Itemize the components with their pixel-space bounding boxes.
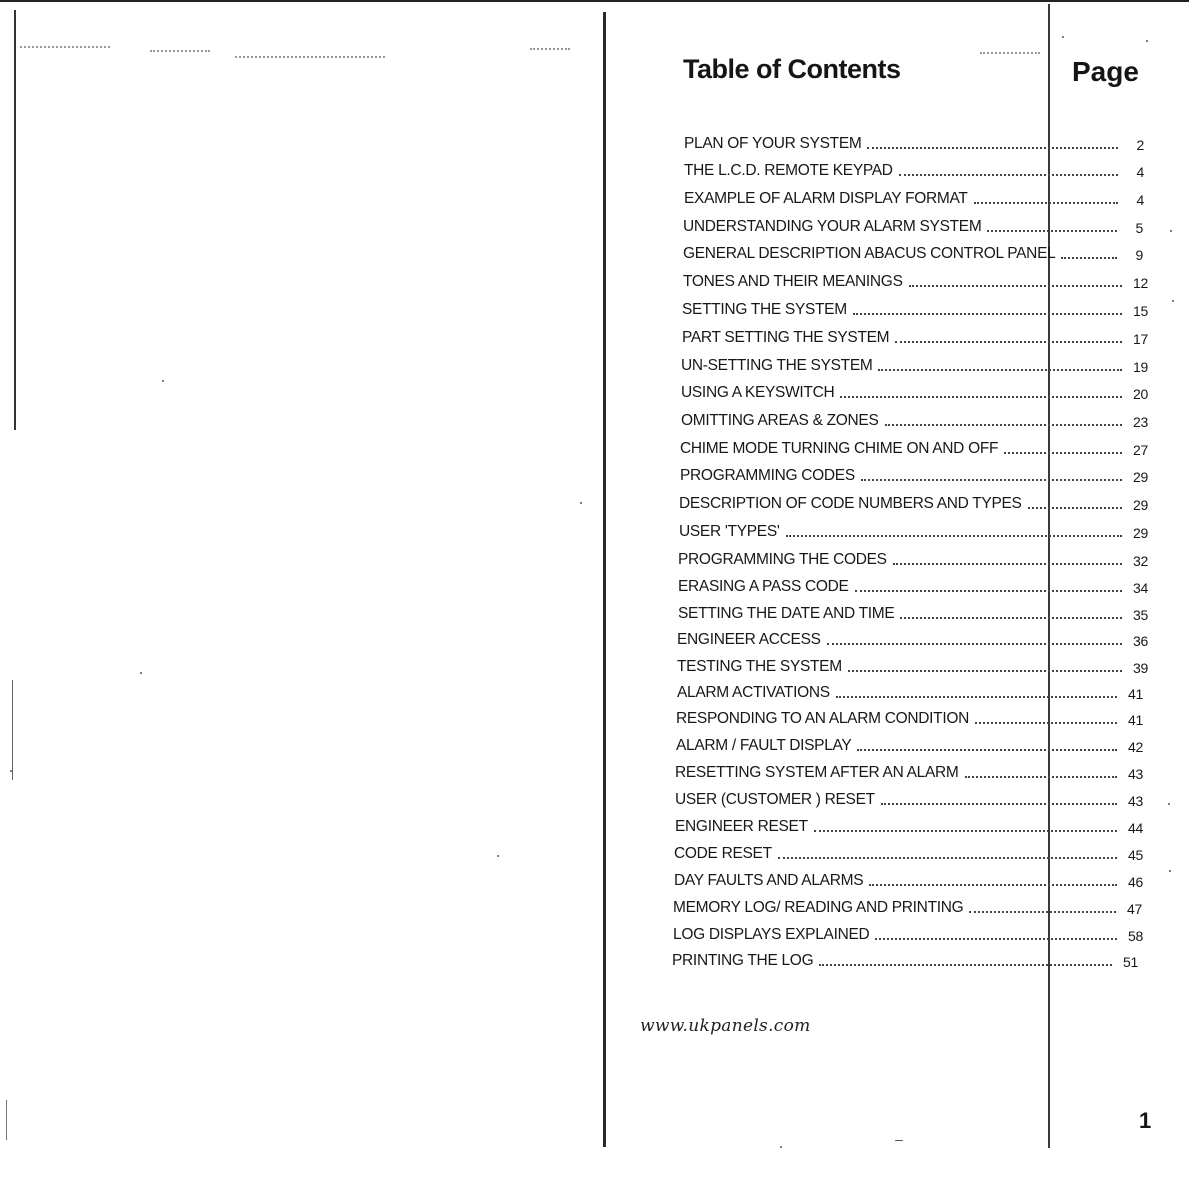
toc-entry-page: 9 bbox=[1135, 247, 1143, 263]
toc-entry bbox=[684, 131, 1144, 153]
toc-entry-page: 19 bbox=[1133, 359, 1148, 375]
toc-dot-leader bbox=[786, 535, 1122, 537]
left-margin-line-bottom bbox=[6, 1100, 7, 1140]
toc-dot-leader bbox=[1061, 257, 1117, 259]
toc-dot-leader bbox=[867, 147, 1118, 149]
toc-entry-page: 35 bbox=[1133, 607, 1148, 623]
toc-entry-title: THE L.C.D. REMOTE KEYPAD bbox=[684, 162, 893, 179]
toc-entry-page: 41 bbox=[1128, 686, 1143, 702]
scan-speck bbox=[895, 1140, 903, 1141]
toc-entry bbox=[675, 814, 1143, 836]
page-top-edge bbox=[0, 0, 1189, 2]
toc-entry bbox=[676, 706, 1143, 728]
toc-entry-title: DESCRIPTION OF CODE NUMBERS AND TYPES bbox=[679, 495, 1022, 512]
toc-entry bbox=[678, 574, 1148, 596]
toc-dot-leader bbox=[827, 643, 1122, 645]
toc-entry-title: DAY FAULTS AND ALARMS bbox=[674, 872, 864, 889]
toc-dot-leader bbox=[965, 776, 1117, 778]
scan-speck bbox=[1172, 300, 1174, 302]
toc-entry bbox=[677, 654, 1148, 676]
toc-entry-title: UN-SETTING THE SYSTEM bbox=[681, 357, 873, 374]
toc-entry-title: PART SETTING THE SYSTEM bbox=[682, 329, 890, 346]
toc-dot-leader bbox=[836, 696, 1117, 698]
toc-entry-page: 15 bbox=[1133, 303, 1148, 319]
toc-entry bbox=[678, 601, 1148, 623]
scan-noise-strip bbox=[20, 46, 110, 48]
toc-entry bbox=[674, 868, 1143, 890]
toc-entry-title: SETTING THE SYSTEM bbox=[682, 301, 847, 318]
toc-entry bbox=[678, 547, 1148, 569]
toc-entry-title: ENGINEER ACCESS bbox=[677, 631, 821, 648]
toc-dot-leader bbox=[778, 857, 1117, 859]
toc-dot-leader bbox=[987, 230, 1117, 232]
scan-noise-strip bbox=[980, 52, 1040, 54]
toc-entry bbox=[680, 436, 1148, 458]
toc-entry-page: 44 bbox=[1128, 820, 1143, 836]
toc-entry-title: GENERAL DESCRIPTION ABACUS CONTROL PANEL bbox=[683, 245, 1056, 262]
toc-entry-page: 43 bbox=[1128, 793, 1143, 809]
toc-entry bbox=[676, 733, 1143, 755]
toc-entry-page: 4 bbox=[1136, 192, 1144, 208]
scan-speck bbox=[497, 855, 499, 857]
toc-dot-leader bbox=[885, 424, 1122, 426]
toc-dot-leader bbox=[853, 313, 1122, 315]
toc-entry-page: 2 bbox=[1136, 137, 1144, 153]
scan-noise-strip bbox=[530, 48, 570, 50]
toc-dot-leader bbox=[1004, 452, 1122, 454]
website-url: www.ukpanels.com bbox=[640, 1016, 811, 1036]
toc-entry-page: 17 bbox=[1133, 331, 1148, 347]
toc-dot-leader bbox=[975, 722, 1117, 724]
scan-speck bbox=[580, 502, 582, 504]
toc-entry bbox=[673, 922, 1143, 944]
toc-dot-leader bbox=[909, 285, 1122, 287]
scan-noise-strip bbox=[150, 50, 210, 52]
toc-dot-leader bbox=[848, 670, 1122, 672]
toc-entry-title: CHIME MODE TURNING CHIME ON AND OFF bbox=[680, 440, 999, 457]
scan-speck bbox=[1170, 230, 1172, 232]
toc-entry-page: 34 bbox=[1133, 580, 1148, 596]
left-margin-line-lower bbox=[12, 680, 13, 780]
toc-entry-page: 29 bbox=[1133, 525, 1148, 541]
toc-entry-page: 12 bbox=[1133, 275, 1148, 291]
toc-entry-page: 43 bbox=[1128, 766, 1143, 782]
toc-entry bbox=[675, 787, 1143, 809]
toc-page-column-heading: Page bbox=[1072, 56, 1139, 87]
toc-entry-title: TESTING THE SYSTEM bbox=[677, 658, 842, 675]
toc-entry bbox=[682, 325, 1148, 347]
toc-entry-title: ALARM ACTIVATIONS bbox=[677, 684, 830, 701]
toc-entry-page: 41 bbox=[1128, 712, 1143, 728]
toc-entry bbox=[680, 463, 1148, 485]
toc-dot-leader bbox=[895, 341, 1122, 343]
left-margin-line bbox=[14, 10, 16, 430]
toc-entry-page: 36 bbox=[1133, 633, 1148, 649]
toc-entry bbox=[677, 680, 1143, 702]
toc-dot-leader bbox=[840, 396, 1122, 398]
toc-dot-leader bbox=[819, 964, 1112, 966]
toc-entry-page: 46 bbox=[1128, 874, 1143, 890]
toc-entry-title: CODE RESET bbox=[674, 845, 772, 862]
toc-entry-page: 45 bbox=[1128, 847, 1143, 863]
toc-dot-leader bbox=[869, 884, 1117, 886]
page-spine-line bbox=[603, 12, 606, 1147]
toc-entry bbox=[675, 760, 1143, 782]
toc-dot-leader bbox=[881, 803, 1117, 805]
toc-entry-title: RESETTING SYSTEM AFTER AN ALARM bbox=[675, 764, 959, 781]
toc-entry-title: SETTING THE DATE AND TIME bbox=[678, 605, 895, 622]
toc-entry-title: MEMORY LOG/ READING AND PRINTING bbox=[673, 899, 964, 916]
scan-speck bbox=[1062, 36, 1064, 38]
toc-entry bbox=[674, 841, 1143, 863]
toc-entry-title: PROGRAMMING THE CODES bbox=[678, 551, 887, 568]
toc-dot-leader bbox=[899, 174, 1118, 176]
toc-dot-leader bbox=[878, 369, 1122, 371]
toc-entry bbox=[681, 380, 1148, 402]
toc-entry-title: PROGRAMMING CODES bbox=[680, 467, 855, 484]
toc-entry-page: 29 bbox=[1133, 497, 1148, 513]
page-number: 1 bbox=[1139, 1108, 1152, 1133]
toc-entry-page: 32 bbox=[1133, 553, 1148, 569]
toc-entry bbox=[683, 214, 1143, 236]
toc-entry-page: 42 bbox=[1128, 739, 1143, 755]
toc-entry-title: ALARM / FAULT DISPLAY bbox=[676, 737, 852, 754]
toc-entry-title: TONES AND THEIR MEANINGS bbox=[683, 273, 903, 290]
toc-entry bbox=[682, 297, 1148, 319]
scan-speck bbox=[140, 672, 142, 674]
toc-entry-page: 58 bbox=[1128, 928, 1143, 944]
toc-entry-title: PLAN OF YOUR SYSTEM bbox=[684, 135, 862, 152]
scan-speck bbox=[10, 770, 12, 772]
toc-dot-leader bbox=[855, 590, 1122, 592]
scan-speck bbox=[162, 380, 164, 382]
toc-entry-page: 51 bbox=[1123, 954, 1138, 970]
toc-dot-leader bbox=[857, 749, 1117, 751]
toc-entry bbox=[672, 948, 1138, 970]
scan-noise-strip bbox=[235, 56, 385, 58]
toc-entry-title: USING A KEYSWITCH bbox=[681, 384, 835, 401]
toc-entry-title: RESPONDING TO AN ALARM CONDITION bbox=[676, 710, 969, 727]
toc-entry-page: 5 bbox=[1135, 220, 1143, 236]
toc-entry-title: OMITTING AREAS & ZONES bbox=[681, 412, 879, 429]
toc-dot-leader bbox=[861, 479, 1122, 481]
toc-entry bbox=[679, 519, 1148, 541]
toc-dot-leader bbox=[814, 830, 1117, 832]
scan-speck bbox=[1169, 870, 1171, 872]
toc-entry-title: ENGINEER RESET bbox=[675, 818, 808, 835]
scan-speck bbox=[780, 1146, 782, 1148]
toc-entry-title: LOG DISPLAYS EXPLAINED bbox=[673, 926, 870, 943]
toc-entry-title: EXAMPLE OF ALARM DISPLAY FORMAT bbox=[684, 190, 968, 207]
toc-dot-leader bbox=[875, 938, 1117, 940]
toc-dot-leader bbox=[1028, 507, 1122, 509]
toc-dot-leader bbox=[893, 563, 1122, 565]
toc-entry-page: 23 bbox=[1133, 414, 1148, 430]
toc-entry bbox=[673, 895, 1142, 917]
toc-entry-page: 20 bbox=[1133, 386, 1148, 402]
toc-entry-title: USER (CUSTOMER ) RESET bbox=[675, 791, 875, 808]
toc-entry bbox=[683, 269, 1148, 291]
toc-entry-page: 4 bbox=[1136, 164, 1144, 180]
scan-speck bbox=[1168, 803, 1170, 805]
toc-entry bbox=[683, 241, 1143, 263]
toc-entry bbox=[679, 491, 1148, 513]
toc-entry-title: UNDERSTANDING YOUR ALARM SYSTEM bbox=[683, 218, 982, 235]
toc-dot-leader bbox=[900, 617, 1122, 619]
toc-entry-title: PRINTING THE LOG bbox=[672, 952, 814, 969]
toc-entry-page: 27 bbox=[1133, 442, 1148, 458]
toc-entry bbox=[684, 158, 1144, 180]
scan-speck bbox=[1146, 40, 1148, 42]
toc-entry-title: USER 'TYPES' bbox=[679, 523, 780, 540]
toc-entry bbox=[681, 353, 1148, 375]
toc-dot-leader bbox=[969, 911, 1116, 913]
toc-entry bbox=[677, 627, 1148, 649]
toc-entry-page: 39 bbox=[1133, 660, 1148, 676]
toc-title: Table of Contents bbox=[683, 54, 901, 84]
toc-entry-page: 29 bbox=[1133, 469, 1148, 485]
toc-entry bbox=[684, 186, 1144, 208]
toc-dot-leader bbox=[974, 202, 1118, 204]
toc-entry bbox=[681, 408, 1148, 430]
toc-entry-page: 47 bbox=[1127, 901, 1142, 917]
toc-entry-title: ERASING A PASS CODE bbox=[678, 578, 849, 595]
